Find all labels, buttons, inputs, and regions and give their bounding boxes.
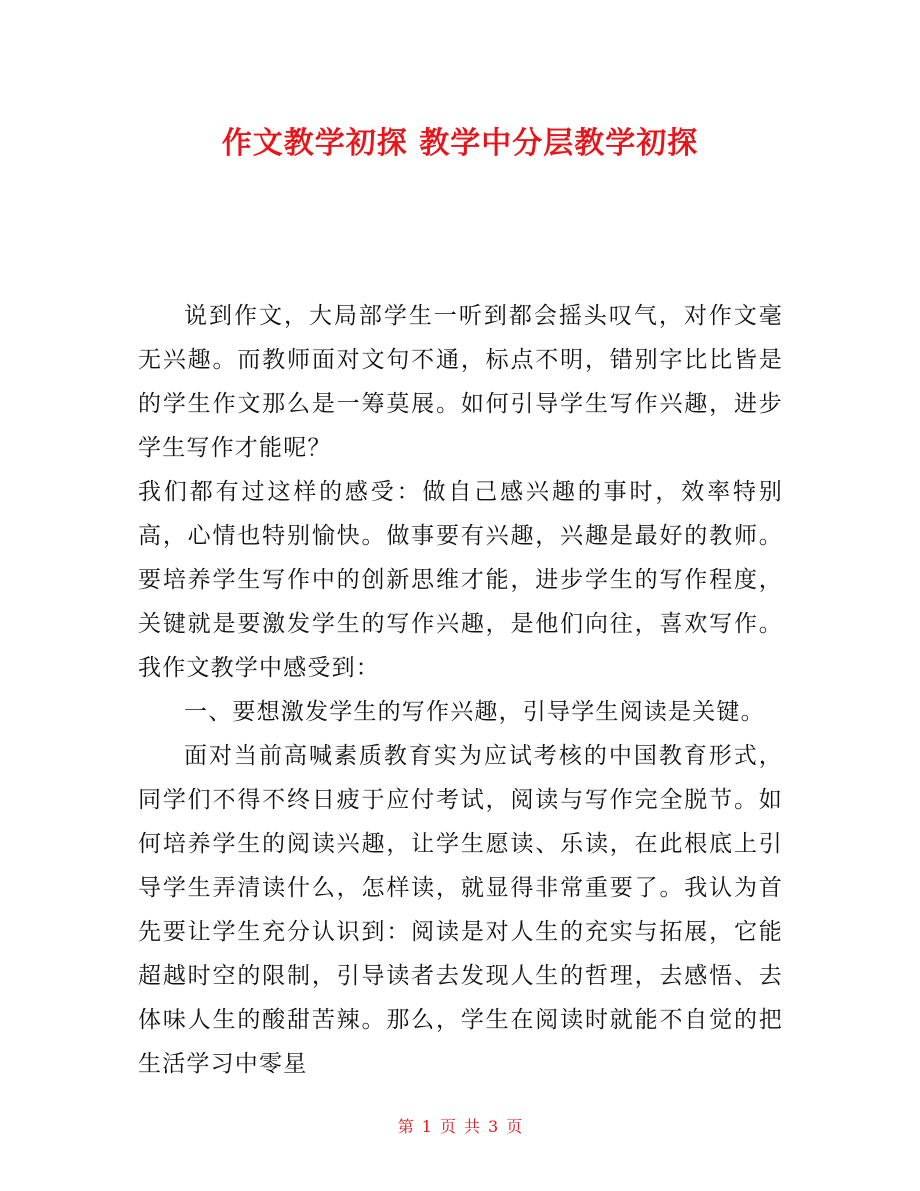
paragraph-intro: 说到作文，大局部学生一听到都会摇头叹气，对作文毫无兴趣。而教师面对文句不通，标点不明，错别字比比皆是的学生作文那么是一筹莫展。如何引导学生写作兴趣，进步学生写作才能呢？ — [138, 303, 783, 461]
page-footer — [0, 1114, 920, 1137]
footer-page-label: 第 — [397, 1117, 414, 1136]
footer-page-unit: 页 — [439, 1117, 456, 1136]
footer-page-number: 1 — [421, 1117, 432, 1136]
footer-total-unit: 页 — [506, 1117, 523, 1136]
footer-total-label: 共 — [464, 1117, 481, 1136]
footer-total-pages: 3 — [488, 1117, 499, 1136]
document-title: 作文教学初探 教学中分层教学初探 — [221, 126, 699, 161]
document-body — [138, 294, 783, 1086]
section-heading-1: 一、要想激发学生的写作兴趣，引导学生阅读是关键。 — [184, 699, 765, 725]
paragraph-interest: 我们都有过这样的感受：做自己感兴趣的事时，效率特别高，心情也特别愉快。做事要有兴趣，兴趣是最好的教师。要培养学生写作中的创新思维才能，进步学生的写作程度，关键就是要激发学生的写作兴趣，是他们向往，喜欢写作。我作文教学中感受到： — [138, 479, 783, 681]
paragraph-reading: 面对当前高喊素质教育实为应试考核的中国教育形式，同学们不得不终日疲于应付考试，阅读与写作完全脱节。如何培养学生的阅读兴趣，让学生愿读、乐读，在此根底上引导学生弄清读什么，怎样读，就显得非常重要了。我认为首先要让学生充分认识到：阅读是对人生的充实与拓展，它能超越时空的限制，引导读者去发现人生的哲理，去感悟、去体味人生的酸甜苦辣。那么，学生在阅读时就能不自觉的把生活学习中零星 — [138, 743, 783, 1077]
